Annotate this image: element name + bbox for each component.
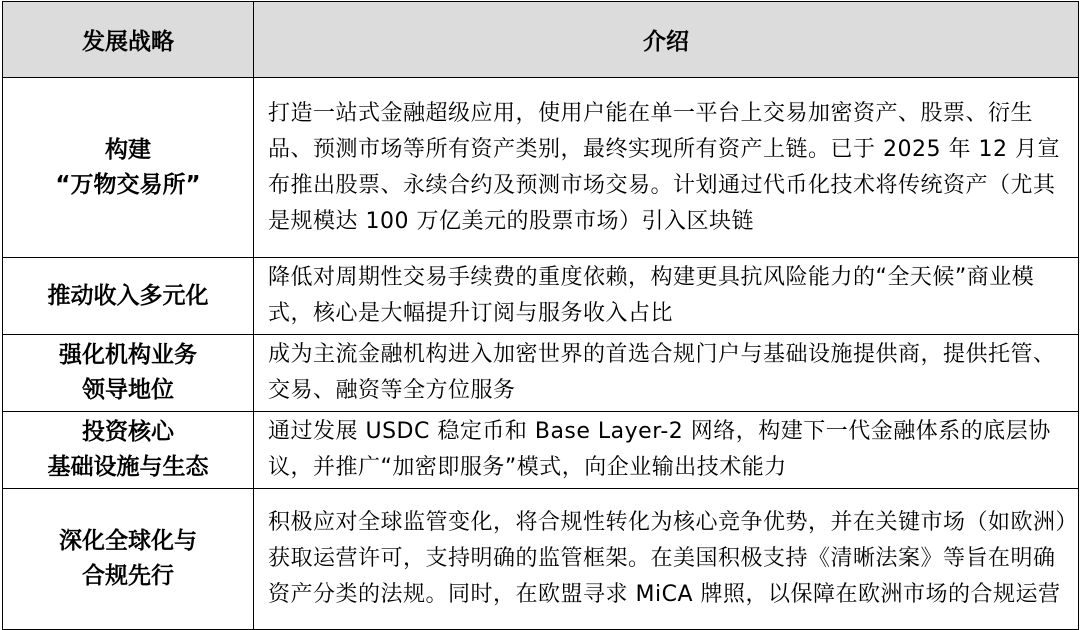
header-strategy: 发展战略 [3, 2, 254, 78]
intro-cell: 降低对周期性交易手续费的重度依赖，构建更具抗风险能力的“全天候”商业模式，核心是大幅提升订阅与服务收入占比 [254, 258, 1079, 335]
intro-cell: 积极应对全球监管变化，将合规性转化为核心竞争优势，并在关键市场（如欧洲）获取运营许可，支持明确的监管框架。在美国积极支持《清晰法案》等旨在明确资产分类的法规。同时，在欧盟寻求 MiCA 牌照，以保障在欧洲市场的合规运营 [254, 489, 1079, 630]
table-row [3, 412, 1079, 489]
strategy-cell: 强化机构业务 领导地位 [3, 335, 254, 412]
intro-cell: 通过发展 USDC 稳定币和 Base Layer-2 网络，构建下一代金融体系的底层协议，并推广“加密即服务”模式，向企业输出技术能力 [254, 412, 1079, 489]
table-row [3, 78, 1079, 258]
header-intro: 介绍 [254, 2, 1079, 78]
table-header-row [3, 2, 1079, 78]
strategy-cell: 构建 “万物交易所” [3, 78, 254, 258]
strategy-cell: 投资核心 基础设施与生态 [3, 412, 254, 489]
table-row [3, 335, 1079, 412]
table-row [3, 258, 1079, 335]
intro-cell: 打造一站式金融超级应用，使用户能在单一平台上交易加密资产、股票、衍生品、预测市场等所有资产类别，最终实现所有资产上链。已于 2025 年 12 月宣布推出股票、永续合约及预测市场交易。计划通过代币化技术将传统资产（尤其是规模达 100 万亿美元的股票市场）引入区块链 [254, 78, 1079, 258]
strategy-cell: 深化全球化与 合规先行 [3, 489, 254, 630]
strategy-cell: 推动收入多元化 [3, 258, 254, 335]
table-row [3, 489, 1079, 630]
intro-cell: 成为主流金融机构进入加密世界的首选合规门户与基础设施提供商，提供托管、交易、融资等全方位服务 [254, 335, 1079, 412]
strategy-table [2, 1, 1079, 630]
